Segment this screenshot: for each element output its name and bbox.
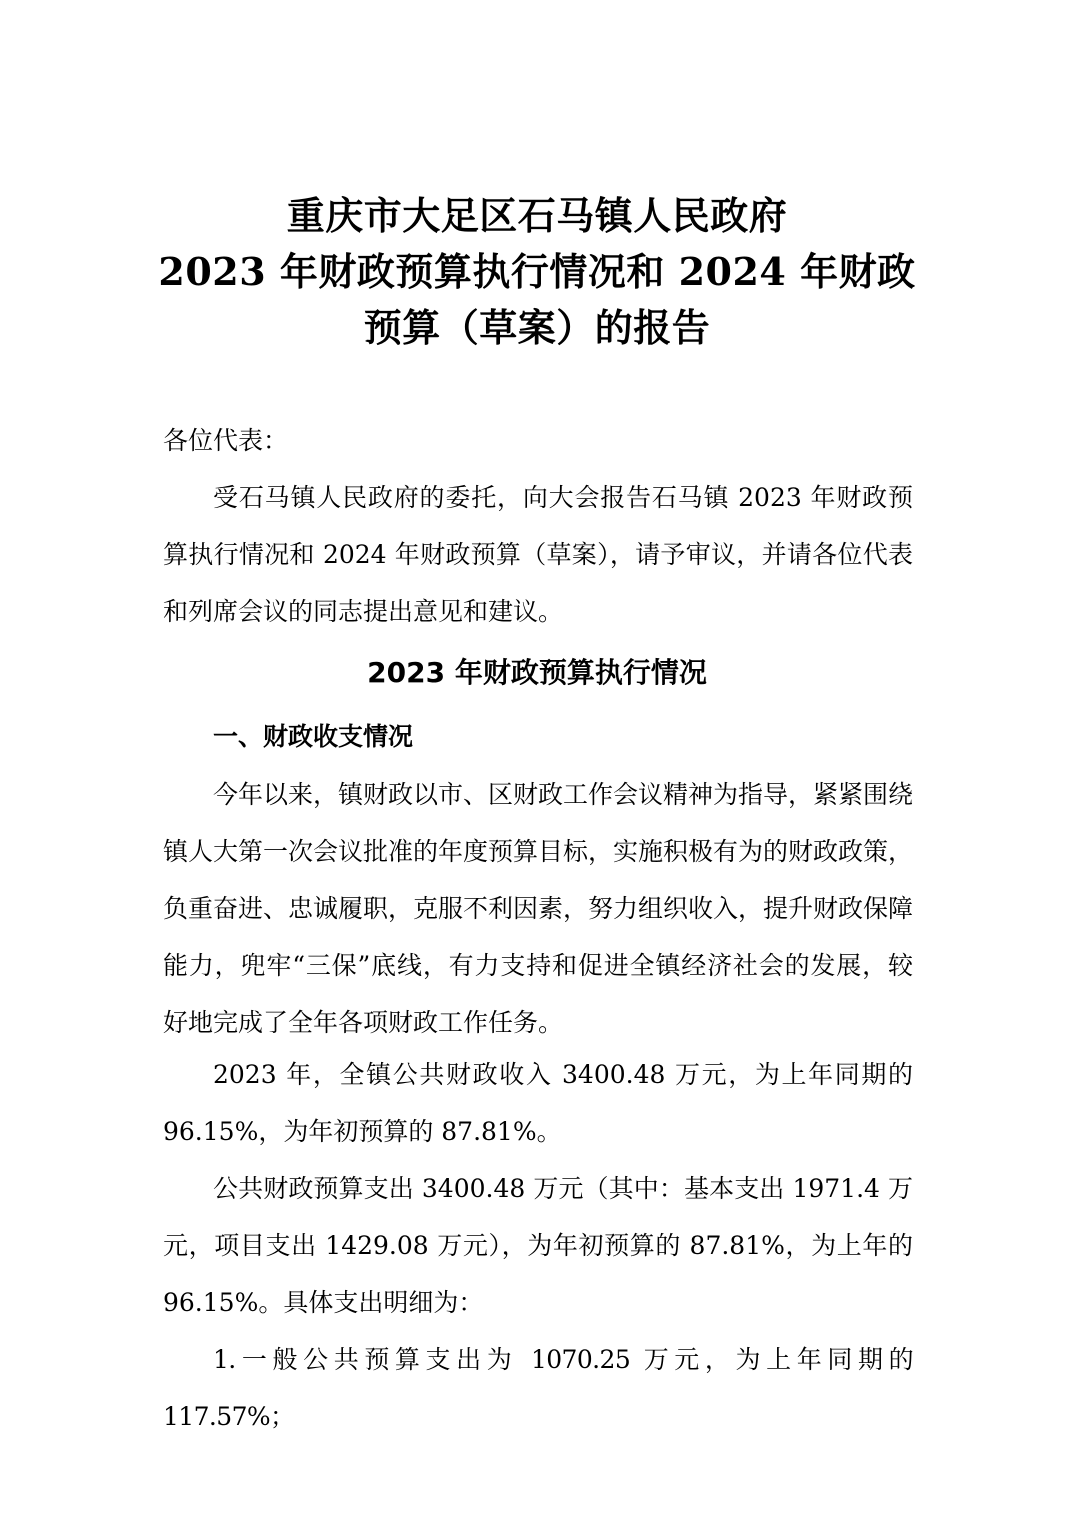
salutation: 各位代表：	[163, 426, 289, 455]
title-line-3: 预算（草案）的报告	[363, 305, 711, 350]
title-line-1: 重庆市大足区石马镇人民政府	[286, 193, 788, 238]
document-title	[0, 188, 1074, 356]
body-paragraph: 今年以来，镇财政以市、区财政工作会议精神为指导，紧紧围绕镇人大第一次会议批准的年度预算目标，实施积极有为的财政政策，负重奋进、忠诚履职，克服不利因素，努力组织收入，提升财政保障能力，兜牢“三保”底线，有力支持和促进全镇经济社会的发展，较好地完成了全年各项财政工作任务。	[163, 780, 914, 1037]
section-heading: 2023 年财政预算执行情况	[367, 656, 707, 689]
body-paragraph: 公共财政预算支出 3400.48 万元（其中：基本支出 1971.4 万元，项目支出 1429.08 万元），为年初预算的 87.81%，为上年的 96.15%。具体支出明细为：	[163, 1174, 913, 1317]
body-paragraph: 1.一般公共预算支出为 1070.25 万元，为上年同期的 117.57%；	[163, 1345, 913, 1431]
intro-paragraph: 受石马镇人民政府的委托，向大会报告石马镇 2023 年财政预算执行情况和 2024 年财政预算（草案），请予审议，并请各位代表和列席会议的同志提出意见和建议。	[163, 483, 913, 626]
sub-heading: 一、财政收支情况	[213, 722, 414, 751]
body-paragraph: 2023 年，全镇公共财政收入 3400.48 万元，为上年同期的 96.15%，为年初预算的 87.81%。	[163, 1060, 913, 1146]
title-line-2: 2023 年财政预算执行情况和 2024 年财政	[158, 249, 916, 294]
